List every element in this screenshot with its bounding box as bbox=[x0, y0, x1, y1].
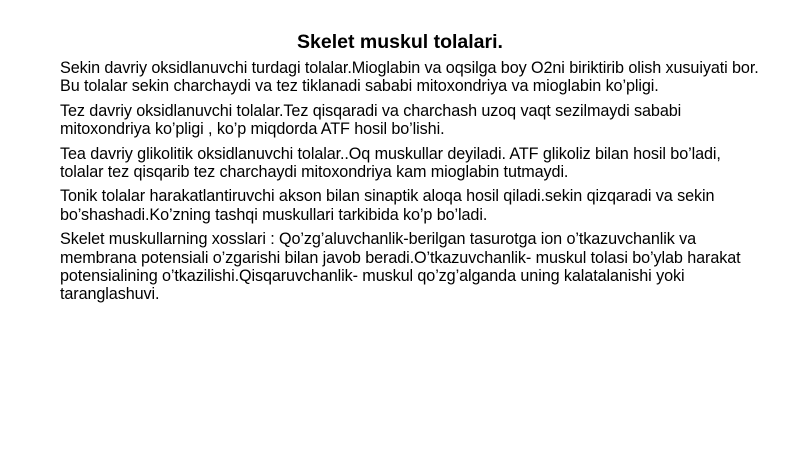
paragraph-fast-glycolytic: Tea davriy glikolitik oksidlanuvchi tolalar..Oq muskullar deyiladi. ATF glikoliz bilan hosil bo’ladi, tolalar tez qisqarib tez charchaydi mitoxondriya kam mioglabin tutmaydi. bbox=[60, 144, 721, 182]
paragraph-fast-oxidative: Tez davriy oksidlanuvchi tolalar.Tez qisqaradi va charchash uzoq vaqt sezilmaydi sababi mitoxondriya ko’pligi , ko’p miqdorda ATF hosil bo’lishi. bbox=[60, 101, 682, 139]
slide-title: Skelet muskul tolalari. bbox=[297, 31, 503, 53]
slide-body bbox=[60, 59, 760, 310]
paragraph-tonic-fibers: Tonik tolalar harakatlantiruvchi akson bilan sinaptik aloqa hosil qiladi.sekin qizqaradi va sekin bo’shashadi.Ko’zning tashqi muskullari tarkibida ko’p bo’ladi. bbox=[60, 187, 715, 224]
paragraph-slow-oxidative: Sekin davriy oksidlanuvchi turdagi tolalar.Mioglabin va oqsilga boy O2ni biriktirib olish xusuiyati bor. Bu tolalar sekin charchaydi va tez tiklanadi sababi mitoxondriya va mioglabin ko’pligi. bbox=[60, 59, 759, 96]
paragraph-muscle-properties: Skelet muskullarning xosslari : Qo’zg’aluvchanlik-berilgan tasurotga ion o’tkazuvchanlik va membrana potensiali o’zgarishi bilan javob beradi.O’tkazuvchanlik- muskul tolasi bo’ylab harakat potensialining o’tkazilishi.Qisqaruvchanlik- muskul qo’zg’alganda uning kalatalanishi yoki taranglashuvi. bbox=[60, 230, 741, 304]
